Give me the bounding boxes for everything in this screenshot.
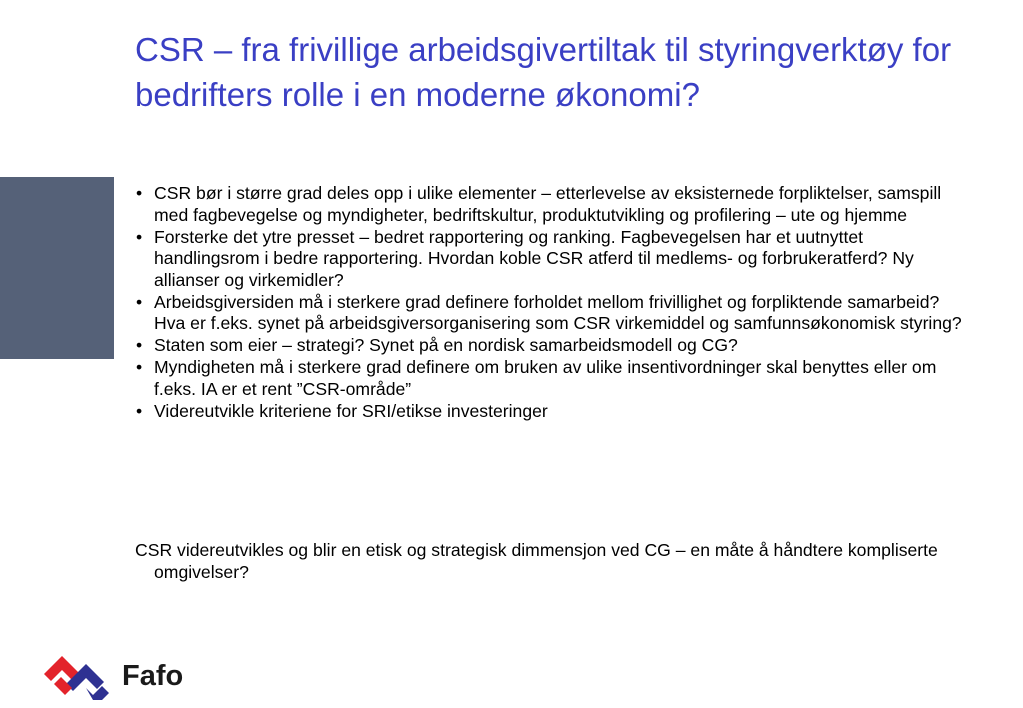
bullet-dot: •: [136, 226, 143, 247]
conclusion-text: CSR videreutvikles og blir en etisk og strategisk dimmensjon ved CG – en måte å håndtere kompliserte omgivelser?: [135, 540, 938, 582]
bullet-dot: •: [136, 357, 143, 377]
bullet-item: [135, 292, 965, 335]
bullet-dot: •: [136, 183, 143, 203]
fafo-logo-icon: [42, 654, 116, 702]
bullet-text: Videreutvikle kriteriene for SRI/etikse investeringer: [154, 400, 548, 421]
bullet-item: [135, 335, 965, 357]
bullet-text: Staten som eier – strategi? Synet på en nordisk samarbeidsmodell og CG?: [154, 335, 738, 355]
bullet-item: [135, 183, 965, 226]
accent-bar: [0, 177, 114, 359]
bullet-dot: •: [136, 291, 143, 312]
bullet-item: [135, 227, 965, 292]
fafo-logo: [42, 654, 212, 702]
bullet-dot: •: [136, 335, 143, 355]
slide-title: CSR – fra frivillige arbeidsgivertiltak til styringverktøy for bedrifters rolle i en moderne økonomi?: [135, 31, 952, 113]
bullet-text: Myndigheten må i sterkere grad definere om bruken av ulike insentivordninger skal benyttes eller om f.eks. IA er et rent ”CSR-område”: [154, 357, 937, 399]
bullet-dot: •: [136, 400, 143, 421]
bullet-text: CSR bør i større grad deles opp i ulike elementer – etterlevelse av eksisternede forpliktelser, samspill med fagbevegelse og myndigheter, bedriftskultur, produktutvikling og profilering – ute og hjemme: [154, 183, 942, 225]
bullet-item: [135, 401, 965, 423]
bullet-item: [135, 357, 965, 400]
bullet-text: Forsterke det ytre presset – bedret rapportering og ranking. Fagbevegelsen har et uutnyttet handlingsrom i bedre rapportering. Hvordan koble CSR atferd til medlems- og forbrukeratferd? Ny allianser og virkemidler?: [154, 226, 914, 290]
bullet-list: [135, 183, 965, 423]
logo-text: Fafo: [122, 660, 184, 692]
bullet-text: Arbeidsgiversiden må i sterkere grad definere forholdet mellom frivillighet og forpliktende samarbeid? Hva er f.eks. synet på arbeidsgiversorganisering som CSR virkemiddel og samfunnsøkonomisk styring?: [154, 291, 962, 333]
